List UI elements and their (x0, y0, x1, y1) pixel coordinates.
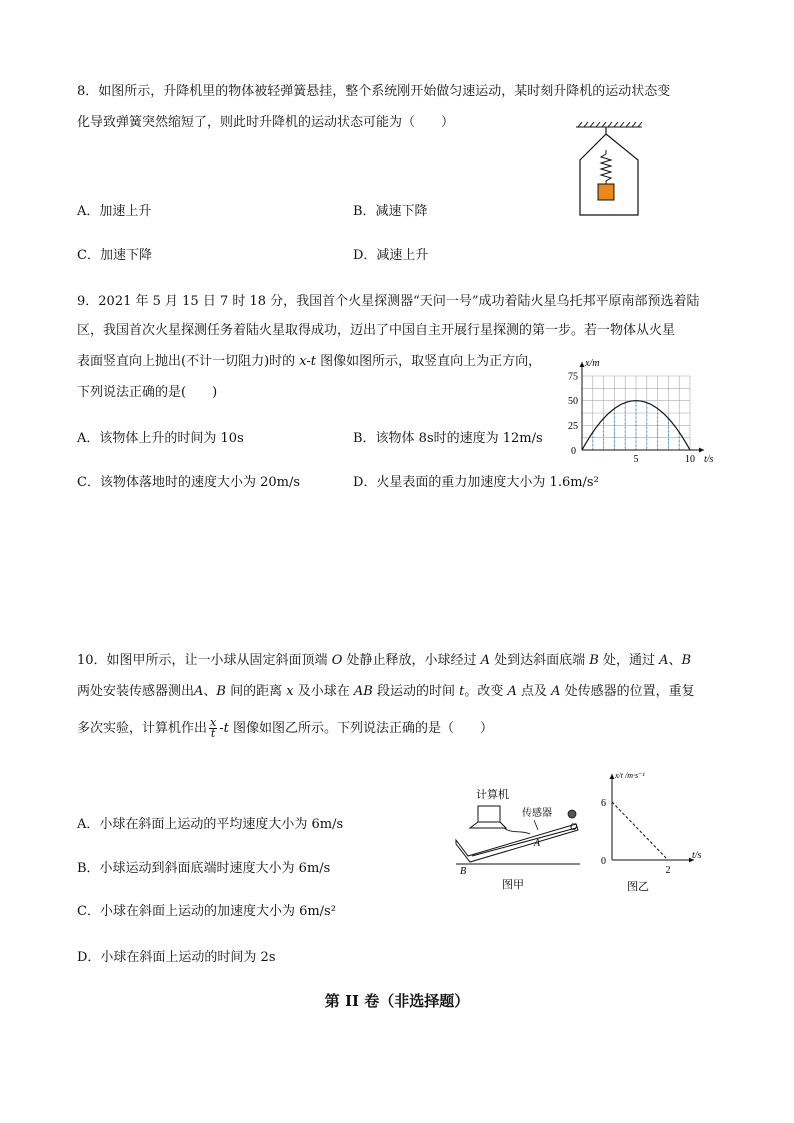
y-tick-label: 6 (601, 798, 606, 809)
elevator-figure (574, 122, 644, 218)
q10-point-a4: A (507, 684, 517, 699)
x-tick-label: 10 (685, 454, 695, 464)
q10-line2 (77, 683, 695, 701)
figure-jia (452, 784, 592, 894)
ball (568, 810, 576, 818)
x-tick-label: 2 (665, 865, 671, 876)
q8-option-d: D．减速上升 (353, 248, 429, 263)
q10-point-b2: B (681, 653, 692, 668)
y-tick-label: 25 (568, 420, 578, 432)
y-axis-label: x/m (585, 358, 600, 369)
q9-line4: 下列说法正确的是( ) (77, 385, 218, 400)
sensor-label: 传感器 (522, 808, 552, 819)
q10-point-a3: A (194, 684, 204, 699)
q8-option-b: B．减速下降 (353, 204, 428, 219)
q10-line1 (77, 652, 691, 670)
q10-option-c: C．小球在斜面上运动的加速度大小为 6m/s² (77, 904, 336, 919)
computer-icon (470, 806, 506, 828)
fraction-numerator: x (210, 716, 217, 729)
ratio-line (612, 802, 668, 860)
q10-line1-d: 处，通过 (598, 653, 660, 668)
point-a-label: A (534, 838, 541, 849)
q9-option-b: B．该物体 8s时的速度为 12m/s (353, 431, 543, 446)
cable (504, 828, 530, 834)
q10-line2-g: 点及 (516, 684, 552, 699)
origin-label: 0 (601, 856, 606, 867)
x-axis-label: t/s (692, 850, 702, 861)
computer-label: 计算机 (476, 789, 509, 801)
q10-line2-a: 两处安装传感器测出 (77, 684, 195, 699)
q9-line3-end: 图像如图所示，取竖直向上为正方向， (316, 354, 542, 369)
q9-option-d: D．火星表面的重力加速度大小为 1.6m/s² (353, 475, 599, 490)
q10-line3-dash: - (219, 721, 224, 736)
q9-line2: 区，我国首次火星探测任务着陆火星取得成功，迈出了中国自主开展行星探测的第一步。若一物体从火星 (77, 323, 676, 338)
q9-line1: 9．2021 年 5 月 15 日 7 时 18 分，我国首个火星探测器“天问一号”成功着陆火星乌托邦平原南部预选着陆 (77, 294, 700, 309)
y-axis-arrow (580, 362, 585, 367)
q10-fraction (209, 718, 217, 739)
y-axis-label: x/t /m·s⁻¹ (615, 771, 645, 780)
q10-option-a: A．小球在斜面上运动的平均速度大小为 6m/s (77, 817, 344, 832)
q10-line3-a: 多次实验，计算机作出 (77, 721, 208, 736)
q9-line3 (77, 353, 541, 371)
q10-line3 (77, 716, 493, 742)
q10-point-a: A (480, 653, 491, 668)
point-b-label: B (460, 866, 467, 877)
q10-line1-a: 10．如图甲所示，让一小球从固定斜面顶端 (77, 653, 332, 668)
fraction-denominator: t (210, 727, 216, 740)
caption-yi: 图乙 (627, 881, 649, 893)
x-tick-label: 5 (633, 454, 639, 464)
point-o-label: O (570, 822, 578, 833)
q10-option-b: B．小球运动到斜面底端时速度大小为 6m/s (77, 861, 331, 876)
q10-line1-e: 、 (668, 653, 682, 668)
q10-point-a2: A (659, 653, 669, 668)
q9-option-c: C．该物体落地时的速度大小为 20m/s (77, 475, 300, 490)
x-axis-arrow (699, 448, 704, 453)
ceiling-hatch (576, 122, 642, 127)
q9-line3-start: 表面竖直向上抛出(不计一切阻力)时的 (77, 354, 300, 369)
q10-line2-c: 间的距离 (225, 684, 287, 699)
q10-var-x: x (286, 684, 294, 699)
q10-line1-b: 处静止释放，小球经过 (342, 653, 481, 668)
caption-jia: 图甲 (502, 879, 524, 891)
q8-line1: 8．如图所示，升降机里的物体被轻弹簧悬挂，整个系统刚开始做匀速运动，某时刻升降机的运动状态变 (77, 84, 671, 99)
q9-option-a: A．该物体上升的时间为 10s (77, 431, 244, 446)
q8-option-a: A．加速上升 (77, 204, 152, 219)
q10-var-t: t (459, 684, 465, 699)
q8-option-c: C．加速下降 (77, 248, 152, 263)
y-axis-arrow (610, 774, 615, 779)
y-tick-label: 75 (568, 371, 578, 383)
q10-line2-b: 、 (203, 684, 217, 699)
q10-point-b: B (589, 653, 599, 668)
q10-point-o: O (331, 653, 343, 668)
y-tick-label: 50 (568, 396, 578, 408)
x-axis-label: t/s (704, 454, 714, 464)
q10-line1-c: 处到达斜面底端 (490, 653, 590, 668)
q10-line2-e: 段运动的时间 (372, 684, 460, 699)
q9-var-xt: x-t (299, 354, 317, 369)
q10-line2-f: 。改变 (464, 684, 508, 699)
q8-line2: 化导致弹簧突然缩短了，则此时升降机的运动状态可能为（ ） (77, 115, 455, 130)
section-heading: 第 II 卷（非选择题） (324, 992, 470, 1010)
q10-var-t2: t (223, 721, 229, 736)
q10-segment-ab: AB (353, 684, 373, 699)
xt-ratio-chart (592, 768, 716, 894)
incline (456, 824, 580, 864)
q10-point-a5: A (551, 684, 561, 699)
q10-point-b3: B (216, 684, 226, 699)
q10-line2-d: 及小球在 (293, 684, 354, 699)
q10-line2-h: 处传感器的位置，重复 (560, 684, 695, 699)
q10-line3-c: 图像如图乙所示。下列说法正确的是（ ） (228, 721, 494, 736)
spring (601, 154, 611, 184)
q10-option-d: D．小球在斜面上运动的时间为 2s (77, 950, 276, 965)
hanging-block (598, 184, 614, 200)
origin-label: 0 (571, 446, 576, 457)
xt-chart (548, 354, 724, 464)
